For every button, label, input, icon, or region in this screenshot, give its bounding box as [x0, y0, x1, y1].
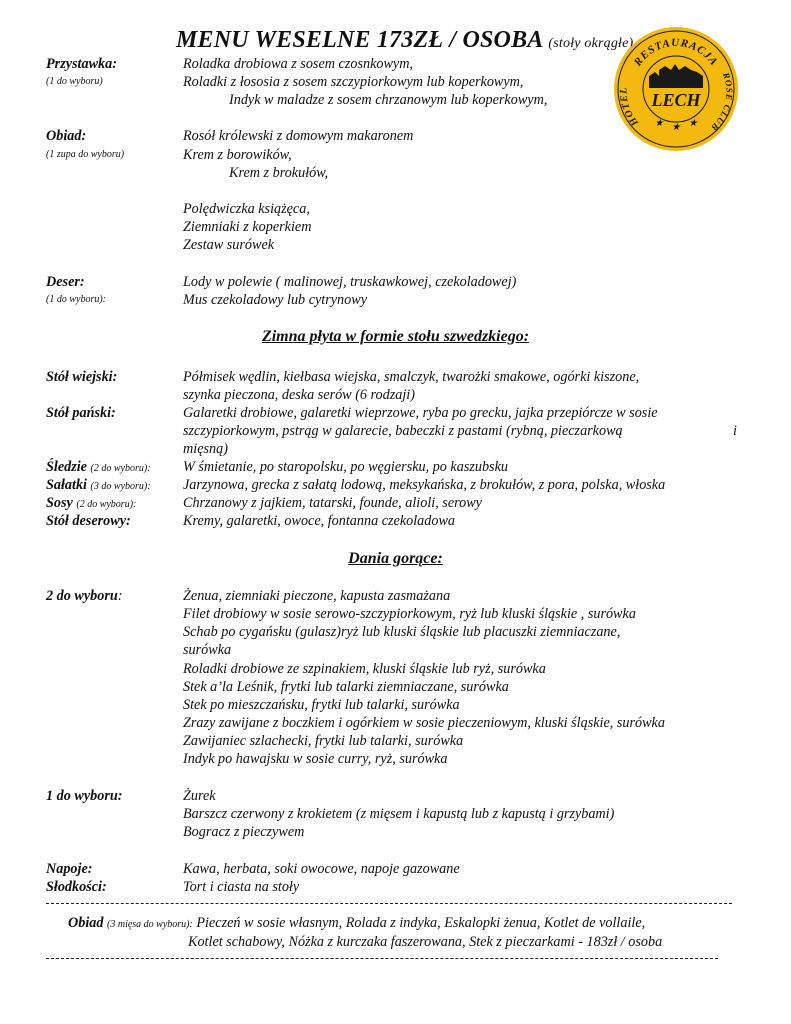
menu-title-text: MENU WESELNE 173ZŁ / OSOBA: [176, 27, 543, 53]
deser-item: Mus czekoladowy lub cytrynowy: [183, 292, 367, 308]
dania-gorace-item: Zawijaniec szlachecki, frytki lub talarki, surówka: [183, 733, 464, 749]
sosy-label: [46, 494, 136, 514]
stol-panski-item: szczypiorkowym, pstrąg w galarecie, babeczki z pastami (rybną, pieczarkową: [183, 423, 623, 439]
menu-title: [176, 27, 633, 54]
dania-gorace-item: Filet drobiowy w sosie serowo-szczypiorkowym, ryż lub kluski śląskie , surówka: [183, 606, 636, 622]
logo-star-icon: ★: [671, 122, 681, 133]
obiad-label: Obiad:: [46, 128, 87, 144]
footer-label: Obiad: [68, 915, 104, 931]
salatki-label-text: Sałatki: [46, 477, 87, 493]
zupa-item: Żurek: [183, 788, 216, 804]
dania-gorace-item: Zrazy zawijane z boczkiem i ogórkiem w sosie pieczeniowym, kluski śląskie, surówka: [183, 715, 665, 731]
slodkosci-label: Słodkości:: [46, 879, 107, 895]
stol-wiejski-item: Półmisek wędlin, kiełbasa wiejska, smalczyk, twarożki smakowe, ogórki kiszone,: [183, 369, 640, 385]
obiad-item: Krem z borowików,: [183, 147, 292, 163]
przystawka-item: Roladki z łososia z sosem szczypiorkowym lub koperkowym,: [183, 74, 524, 90]
dania-gorace-item: Roladki drobiowe ze szpinakiem, kluski śląskie lub ryż, surówka: [183, 661, 546, 677]
obiad-item: Ziemniaki z koperkiem: [183, 219, 312, 235]
dashed-divider: [46, 903, 732, 904]
dania-gorace-item: Stek po mieszczańsku, frytki lub talarki, surówka: [183, 697, 460, 713]
stol-panski-trailing: i: [733, 423, 737, 439]
przystawka-note: (1 do wyboru): [46, 76, 103, 87]
deser-item: Lody w polewie ( malinowej, truskawkowej, czekoladowej): [183, 274, 517, 290]
salatki-item: Jarzynowa, grecka z sałatą lodową, meksykańska, z brokułów, z pora, polska, włoska: [183, 477, 666, 493]
napoje-item: Kawa, herbata, soki owocowe, napoje gazowane: [183, 861, 460, 877]
stol-panski-item: Galaretki drobiowe, galaretki wieprzowe, ryba po grecku, jajka przepiórcze w sosie: [183, 405, 658, 421]
logo-name: LECH: [651, 90, 701, 110]
stol-panski-label: Stół pański:: [46, 405, 116, 421]
footer-line-2: Kotlet schabowy, Nóżka z kurczaka faszerowana, Stek z pieczarkami - 183zł / osoba: [188, 934, 663, 950]
stol-panski-item: mięsną): [183, 441, 228, 457]
sosy-note: (2 do wyboru):: [76, 499, 137, 510]
przystawka-item: Roladka drobiowa z sosem czosnkowym,: [183, 56, 414, 72]
dania-gorace-item: Stek a’la Leśnik, frytki lub talarki ziemniaczane, surówka: [183, 679, 509, 695]
dwa-do-wyboru-colon: :: [117, 588, 123, 604]
dwa-do-wyboru-label-text: 2 do wyboru: [46, 588, 118, 604]
zupa-item: Barszcz czerwony z krokietem (z mięsem i kapustą lub z kapustą i grzybami): [183, 806, 615, 822]
salatki-note: (3 do wyboru):: [90, 481, 151, 492]
dwa-do-wyboru-label: [46, 587, 122, 605]
logo-baseline: [649, 86, 703, 88]
logo-top-text: RESTAURACJA: [631, 36, 721, 69]
deser-note: (1 do wyboru):: [46, 294, 106, 305]
zupa-item: Bogracz z pieczywem: [183, 824, 305, 840]
sosy-item: Chrzanowy z jajkiem, tatarski, founde, alioli, serowy: [183, 495, 482, 511]
salatki-label: [46, 476, 151, 496]
sledzie-item: W śmietanie, po staropolsku, po węgiersku, po kaszubsku: [183, 459, 508, 475]
stol-wiejski-label: Stół wiejski:: [46, 369, 118, 385]
obiad-item: Rosół królewski z domowym makaronem: [183, 128, 414, 144]
przystawka-label: Przystawka:: [46, 56, 117, 72]
sledzie-note: (2 do wyboru):: [90, 463, 151, 474]
obiad-item: Krem z brokułów,: [229, 165, 329, 181]
footer-line-1: [68, 914, 645, 934]
dania-gorace-item: Żenua, ziemniaki pieczone, kapusta zasmażana: [183, 588, 451, 604]
menu-title-note: (stoły okrągłe): [548, 36, 634, 51]
logo-star-icon: ★: [654, 118, 664, 129]
logo-star-icon: ★: [688, 118, 698, 129]
obiad-item: Polędwiczka książęca,: [183, 201, 310, 217]
sledzie-label: [46, 458, 151, 478]
stol-deserowy-item: Kremy, galaretki, owoce, fontanna czekoladowa: [183, 513, 456, 529]
stol-deserowy-label: Stół deserowy:: [46, 513, 131, 529]
footer-text: Pieczeń w sosie własnym, Rolada z indyka, Eskalopki żenua, Kotlet de vollaile,: [196, 915, 646, 931]
przystawka-item: Indyk w maladze z sosem chrzanowym lub koperkowym,: [229, 92, 548, 108]
napoje-label: Napoje:: [46, 861, 93, 877]
dania-gorace-heading: Dania gorące:: [348, 550, 443, 567]
dashed-divider: [46, 958, 718, 959]
dania-gorace-item: surówka: [183, 642, 232, 658]
jeden-do-wyboru-label: 1 do wyboru:: [46, 788, 123, 804]
obiad-item: Zestaw surówek: [183, 237, 275, 253]
obiad-note: (1 zupa do wyboru): [46, 149, 125, 160]
hotel-lech-logo: [613, 26, 739, 152]
slodkosci-item: Tort i ciasta na stoły: [183, 879, 300, 895]
zimna-plyta-heading: Zimna płyta w formie stołu szwedzkiego:: [261, 328, 530, 345]
sosy-label-text: Sosy: [46, 495, 73, 511]
dania-gorace-item: Schab po cygańsku (gulasz)ryż lub kluski śląskie lub placuszki ziemniaczane,: [183, 624, 621, 640]
stol-wiejski-item: szynka pieczona, deska serów (6 rodzaji): [183, 387, 415, 403]
logo-right-text: ROSE CLUB: [708, 71, 735, 134]
deser-label: Deser:: [46, 274, 85, 290]
sledzie-label-text: Śledzie: [46, 459, 87, 475]
footer-note: (3 mięsa do wyboru):: [107, 919, 193, 930]
dania-gorace-item: Indyk po hawajsku w sosie curry, ryż, surówka: [183, 751, 448, 767]
logo-left-text: HOTEL: [618, 86, 641, 128]
